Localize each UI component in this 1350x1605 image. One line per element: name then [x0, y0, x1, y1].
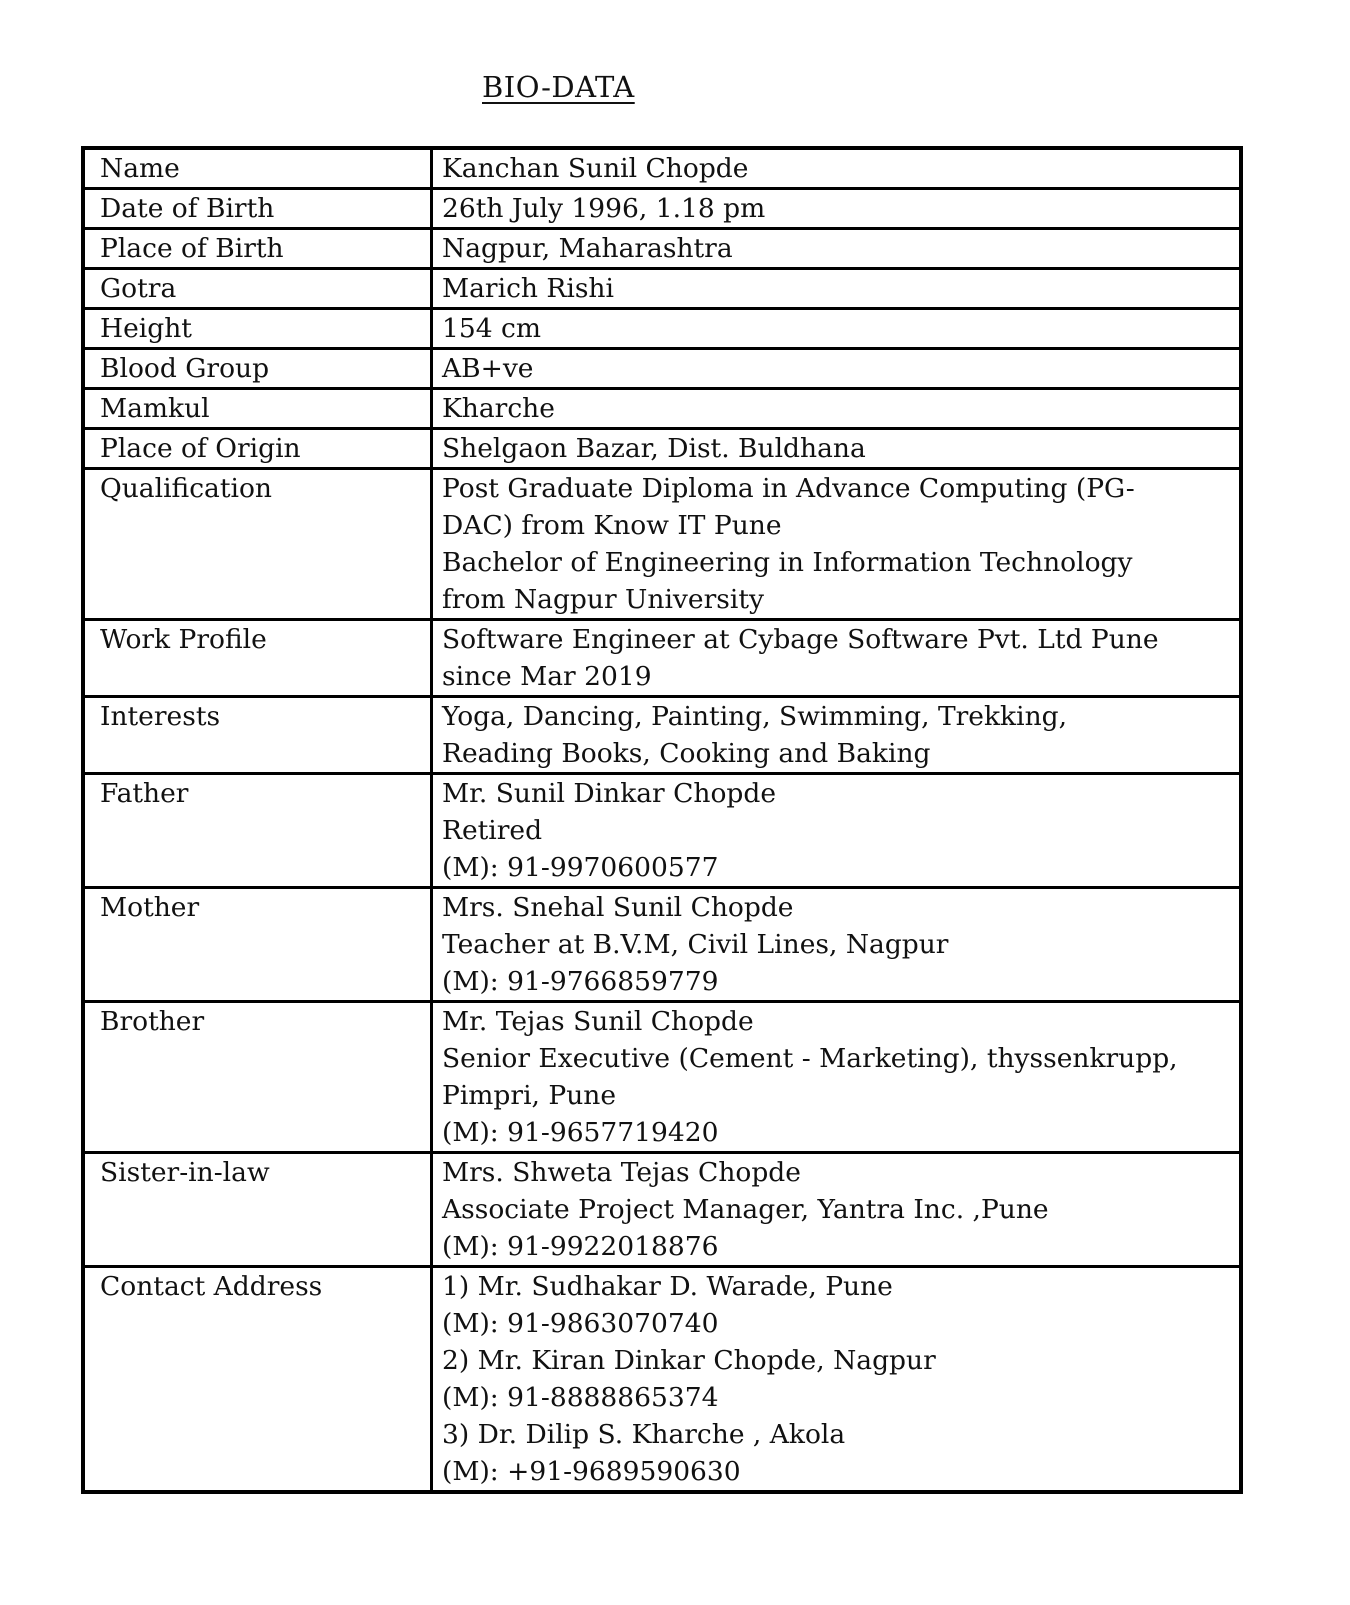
field-label: Brother — [83, 1002, 432, 1153]
field-label: Mamkul — [83, 389, 432, 429]
table-row — [83, 189, 1241, 229]
field-value-line: 26th July 1996, 1.18 pm — [442, 193, 766, 224]
field-value — [432, 309, 1242, 349]
field-value-line: Associate Project Manager, Yantra Inc. ,Pune — [442, 1194, 1049, 1225]
table-row — [83, 1153, 1241, 1267]
field-value-line: Mr. Sunil Dinkar Chopde — [442, 778, 777, 809]
field-label: Date of Birth — [83, 189, 432, 229]
document-title: BIO-DATA — [482, 70, 635, 104]
field-value-line: (M): +91-9689590630 — [442, 1456, 741, 1487]
field-value-line: Senior Executive (Cement - Marketing), thyssenkrupp, — [442, 1043, 1178, 1074]
table-row — [83, 229, 1241, 269]
field-value-line: Kanchan Sunil Chopde — [442, 153, 749, 184]
table-row — [83, 148, 1241, 189]
table-row — [83, 469, 1241, 620]
field-value — [432, 1267, 1242, 1493]
field-value-line: AB+ve — [442, 353, 534, 384]
table-row — [83, 269, 1241, 309]
field-value-line: Pimpri, Pune — [442, 1080, 617, 1111]
field-label: Place of Origin — [83, 429, 432, 469]
field-value-line: Reading Books, Cooking and Baking — [442, 738, 931, 769]
field-value — [432, 389, 1242, 429]
field-label: Qualification — [83, 469, 432, 620]
table-row — [83, 429, 1241, 469]
field-value — [432, 429, 1242, 469]
field-value-line: Software Engineer at Cybage Software Pvt. Ltd Pune — [442, 624, 1159, 655]
field-value — [432, 1153, 1242, 1267]
field-value — [432, 774, 1242, 888]
field-value-line: Teacher at B.V.M, Civil Lines, Nagpur — [442, 929, 949, 960]
field-value — [432, 349, 1242, 389]
field-value-line: (M): 91-9657719420 — [442, 1117, 719, 1148]
field-label: Work Profile — [83, 620, 432, 697]
field-value-line: Yoga, Dancing, Painting, Swimming, Trekking, — [442, 701, 1068, 732]
table-row — [83, 774, 1241, 888]
field-value — [432, 229, 1242, 269]
field-value-line: since Mar 2019 — [442, 661, 652, 692]
field-label: Father — [83, 774, 432, 888]
field-value-line: Shelgaon Bazar, Dist. Buldhana — [442, 433, 866, 464]
field-value — [432, 620, 1242, 697]
field-value-line: from Nagpur University — [442, 584, 764, 615]
field-label: Sister-in-law — [83, 1153, 432, 1267]
field-value — [432, 469, 1242, 620]
field-value-line: (M): 91-9922018876 — [442, 1231, 719, 1262]
field-value — [432, 888, 1242, 1002]
field-value-line: DAC) from Know IT Pune — [442, 510, 782, 541]
field-value-line: 1) Mr. Sudhakar D. Warade, Pune — [442, 1271, 893, 1302]
field-value-line: (M): 91-9766859779 — [442, 966, 719, 997]
field-value — [432, 1002, 1242, 1153]
field-value-line: 154 cm — [442, 313, 541, 344]
field-value-line: 3) Dr. Dilip S. Kharche , Akola — [442, 1419, 846, 1450]
field-label: Blood Group — [83, 349, 432, 389]
table-row — [83, 697, 1241, 774]
table-row — [83, 1002, 1241, 1153]
field-label: Place of Birth — [83, 229, 432, 269]
field-label: Mother — [83, 888, 432, 1002]
field-value-line: 2) Mr. Kiran Dinkar Chopde, Nagpur — [442, 1345, 936, 1376]
field-value-line: (M): 91-8888865374 — [442, 1382, 719, 1413]
field-label: Interests — [83, 697, 432, 774]
table-row — [83, 349, 1241, 389]
table-row — [83, 309, 1241, 349]
field-value — [432, 148, 1242, 189]
field-value — [432, 697, 1242, 774]
field-label: Gotra — [83, 269, 432, 309]
field-value-line: (M): 91-9970600577 — [442, 852, 719, 883]
field-value — [432, 189, 1242, 229]
field-value-line: Retired — [442, 815, 543, 846]
field-value-line: Post Graduate Diploma in Advance Computing (PG- — [442, 473, 1135, 504]
field-label: Name — [83, 148, 432, 189]
field-value-line: Kharche — [442, 393, 555, 424]
table-row — [83, 888, 1241, 1002]
field-value-line: Mrs. Shweta Tejas Chopde — [442, 1157, 801, 1188]
field-label: Contact Address — [83, 1267, 432, 1493]
field-value-line: Marich Rishi — [442, 273, 614, 304]
field-label: Height — [83, 309, 432, 349]
field-value — [432, 269, 1242, 309]
field-value-line: Mrs. Snehal Sunil Chopde — [442, 892, 794, 923]
field-value-line: (M): 91-9863070740 — [442, 1308, 719, 1339]
table-row — [83, 389, 1241, 429]
field-value-line: Nagpur, Maharashtra — [442, 233, 733, 264]
table-row — [83, 1267, 1241, 1493]
biodata-table — [81, 146, 1243, 1494]
biodata-table-body — [83, 148, 1241, 1492]
field-value-line: Bachelor of Engineering in Information Technology — [442, 547, 1133, 578]
table-row — [83, 620, 1241, 697]
field-value-line: Mr. Tejas Sunil Chopde — [442, 1006, 754, 1037]
